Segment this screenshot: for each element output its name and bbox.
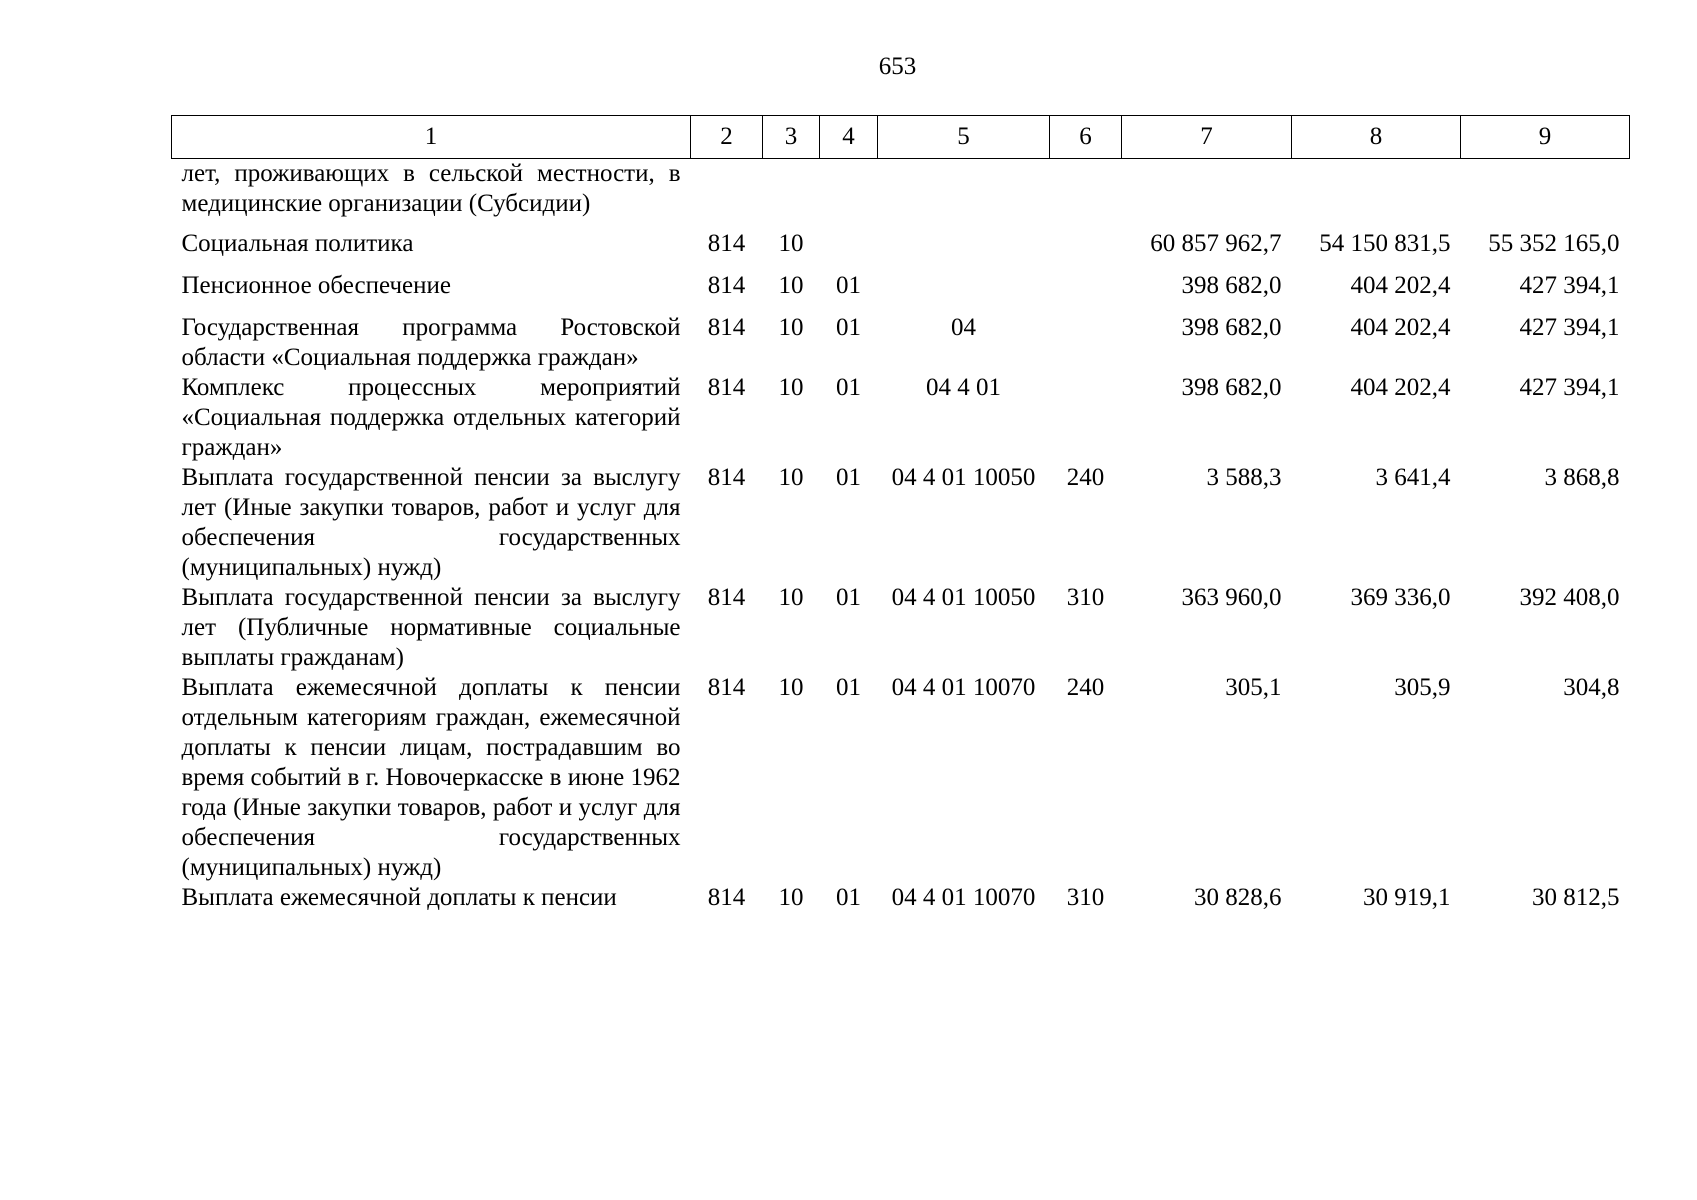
budget-table bbox=[171, 115, 1630, 925]
cell-col7: 3 588,3 bbox=[1206, 464, 1282, 491]
cell-col7 bbox=[1122, 159, 1292, 230]
table-header bbox=[172, 116, 1630, 159]
column-header-4: 4 bbox=[820, 116, 878, 159]
cell-col6 bbox=[1050, 313, 1122, 373]
cell-col4 bbox=[820, 229, 878, 271]
cell-col5: 04 bbox=[951, 314, 976, 341]
column-header-8: 8 bbox=[1292, 116, 1461, 159]
cell-col4: 01 bbox=[836, 314, 861, 341]
cell-col4: 01 bbox=[836, 584, 861, 611]
cell-col2: 814 bbox=[707, 230, 746, 257]
cell-col5: 04 4 01 10050 bbox=[891, 584, 1036, 611]
cell-col7: 30 828,6 bbox=[1194, 884, 1282, 911]
cell-col4: 01 bbox=[836, 674, 861, 701]
cell-col8: 305,9 bbox=[1394, 674, 1451, 701]
cell-col5: 04 4 01 10070 bbox=[891, 674, 1036, 701]
cell-col2: 814 bbox=[707, 314, 746, 341]
cell-col9: 55 352 165,0 bbox=[1488, 230, 1620, 257]
cell-col3: 10 bbox=[778, 464, 804, 491]
row-name: лет, проживающих в сельской местности, в медицинские организации (Субсидии) bbox=[181, 160, 681, 217]
cell-col9: 427 394,1 bbox=[1519, 374, 1620, 401]
table-row bbox=[172, 673, 1630, 883]
cell-col3: 10 bbox=[778, 230, 804, 257]
cell-col9: 304,8 bbox=[1563, 674, 1620, 701]
cell-col4: 01 bbox=[836, 272, 861, 299]
column-header-1: 1 bbox=[172, 116, 691, 159]
table-row bbox=[172, 313, 1630, 373]
row-name: Государственная программа Ростовской области «Социальная поддержка граждан» bbox=[181, 314, 681, 371]
table-row bbox=[172, 159, 1630, 230]
cell-col7: 398 682,0 bbox=[1181, 272, 1282, 299]
row-name: Выплата государственной пенсии за выслугу лет (Иные закупки товаров, работ и услуг для обеспечения государственных (муниципальных) нужд) bbox=[181, 464, 681, 581]
cell-col3: 10 bbox=[778, 884, 804, 911]
cell-col2 bbox=[691, 159, 763, 230]
cell-col8: 54 150 831,5 bbox=[1319, 230, 1451, 257]
cell-col3: 10 bbox=[778, 272, 804, 299]
table-body bbox=[172, 159, 1630, 926]
row-name: Пенсионное обеспечение bbox=[181, 272, 451, 299]
cell-col5: 04 4 01 10050 bbox=[891, 464, 1036, 491]
cell-col2: 814 bbox=[707, 464, 746, 491]
cell-col9: 427 394,1 bbox=[1519, 272, 1620, 299]
cell-col6: 310 bbox=[1066, 584, 1105, 611]
cell-col6 bbox=[1050, 159, 1122, 230]
cell-col6: 240 bbox=[1066, 464, 1105, 491]
cell-col7: 398 682,0 bbox=[1181, 314, 1282, 341]
cell-col8: 404 202,4 bbox=[1350, 374, 1451, 401]
cell-col8 bbox=[1292, 159, 1461, 230]
cell-col8: 369 336,0 bbox=[1350, 584, 1451, 611]
cell-col6 bbox=[1050, 271, 1122, 313]
cell-col7: 60 857 962,7 bbox=[1150, 230, 1282, 257]
row-name: Комплекс процессных мероприятий «Социальная поддержка отдельных категорий граждан» bbox=[181, 374, 681, 461]
cell-col5: 04 4 01 10070 bbox=[891, 884, 1036, 911]
table-row bbox=[172, 463, 1630, 583]
cell-col3: 10 bbox=[778, 314, 804, 341]
cell-col5 bbox=[878, 271, 1050, 313]
cell-col6: 310 bbox=[1066, 884, 1105, 911]
cell-col4: 01 bbox=[836, 884, 861, 911]
column-header-5: 5 bbox=[878, 116, 1050, 159]
row-name: Выплата ежемесячной доплаты к пенсии отдельным категориям граждан, ежемесячной доплаты к пенсии лицам, пострадавшим во время событий в г. Новочеркасске в июне 1962 года (Иные закупки товаров, работ и услуг для обеспечения государственных (муниципальных) нужд) bbox=[181, 674, 681, 881]
cell-col8: 404 202,4 bbox=[1350, 314, 1451, 341]
column-header-2: 2 bbox=[691, 116, 763, 159]
table-row bbox=[172, 883, 1630, 925]
row-name: Выплата государственной пенсии за выслугу лет (Публичные нормативные социальные выплаты гражданам) bbox=[181, 584, 681, 671]
cell-col9: 30 812,5 bbox=[1532, 884, 1620, 911]
cell-col7: 398 682,0 bbox=[1181, 374, 1282, 401]
cell-col3: 10 bbox=[778, 374, 804, 401]
cell-col8: 404 202,4 bbox=[1350, 272, 1451, 299]
cell-col2: 814 bbox=[707, 884, 746, 911]
cell-col3: 10 bbox=[778, 584, 804, 611]
cell-col4: 01 bbox=[836, 464, 861, 491]
cell-col5: 04 4 01 bbox=[926, 374, 1001, 401]
cell-col2: 814 bbox=[707, 272, 746, 299]
cell-col2: 814 bbox=[707, 674, 746, 701]
table-row bbox=[172, 583, 1630, 673]
cell-col4 bbox=[820, 159, 878, 230]
column-header-7: 7 bbox=[1122, 116, 1292, 159]
cell-col6 bbox=[1050, 229, 1122, 271]
cell-col3: 10 bbox=[778, 674, 804, 701]
cell-col2: 814 bbox=[707, 374, 746, 401]
cell-col9 bbox=[1461, 159, 1630, 230]
cell-col6: 240 bbox=[1066, 674, 1105, 701]
cell-col8: 30 919,1 bbox=[1363, 884, 1451, 911]
cell-col3 bbox=[763, 159, 820, 230]
cell-col4: 01 bbox=[836, 374, 861, 401]
table-row bbox=[172, 373, 1630, 463]
row-name: Социальная политика bbox=[181, 230, 414, 257]
table-row bbox=[172, 271, 1630, 313]
cell-col6 bbox=[1050, 373, 1122, 463]
column-header-9: 9 bbox=[1461, 116, 1630, 159]
table-row bbox=[172, 229, 1630, 271]
cell-col7: 363 960,0 bbox=[1181, 584, 1282, 611]
column-header-6: 6 bbox=[1050, 116, 1122, 159]
column-header-3: 3 bbox=[763, 116, 820, 159]
page-number: 653 bbox=[878, 53, 917, 80]
cell-col7: 305,1 bbox=[1225, 674, 1282, 701]
cell-col5 bbox=[878, 229, 1050, 271]
cell-col5 bbox=[878, 159, 1050, 230]
cell-col9: 392 408,0 bbox=[1519, 584, 1620, 611]
cell-col9: 3 868,8 bbox=[1544, 464, 1620, 491]
cell-col2: 814 bbox=[707, 584, 746, 611]
cell-col9: 427 394,1 bbox=[1519, 314, 1620, 341]
header-row bbox=[172, 116, 1630, 159]
row-name: Выплата ежемесячной доплаты к пенсии bbox=[181, 884, 617, 911]
cell-col8: 3 641,4 bbox=[1375, 464, 1451, 491]
